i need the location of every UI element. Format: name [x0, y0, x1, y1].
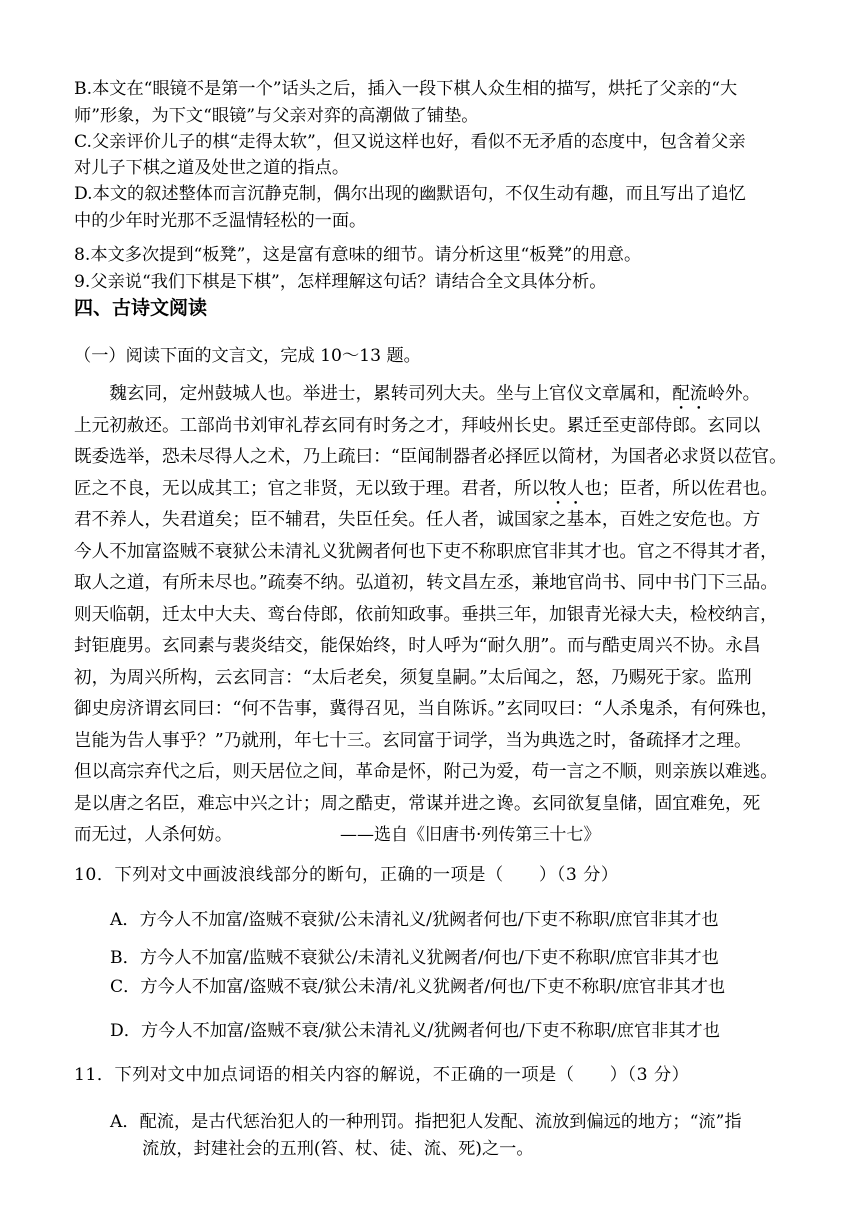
passage-line-13: 但以高宗弃代之后，则天居位之间，革命是怀，附己为爱，苟一言之不顺，则亲族以难逃。 [74, 762, 778, 782]
passage-line-10: 初，为周兴所构，云玄同言：“太后老矣，须复皇嗣。”太后闻之，怒，乃赐死于家。监刑 [74, 668, 752, 688]
passage-line-8: 则天临朝，迁太中大夫、鸾台侍郎，依前知政事。垂拱三年，加银青光禄大夫，检校纳言， [74, 605, 778, 625]
q10-option-b: B．方今人不加富/监贼不衰狱公/未清礼义犹阙者/何也/下吏不称职/庶官非其才也 [110, 948, 719, 968]
passage-line-2: 上元初赦还。工部尚书刘审礼荐玄同有时务之才，拜岐州长史。累迁至吏部侍郎。玄同以 [74, 416, 761, 436]
passage-text: 岭外。 [707, 384, 761, 404]
q10-stem: 10．下列对文中画波浪线部分的断句，正确的一项是（ ）（3 分） [74, 865, 619, 885]
dotted-term: 牧人 [549, 479, 585, 499]
passage-text: 匠之不良，无以成其工；官之非贤，无以致于理。君者，所以 [74, 479, 550, 499]
passage-line-14: 是以唐之名臣，难忘中兴之计；周之酷吏，常谋并进之谗。玄同欲复皇储，固宜难免，死 [74, 794, 761, 814]
q10-option-a: A．方今人不加富/盗贼不衰狱/公未清礼义/犹阙者何也/下吏不称职/庶官非其才也 [110, 910, 719, 930]
passage-line-6: 今人不加富盗贼不衰狱公未清礼义犹阙者何也下吏不称职庶官非其才也。官之不得其才者， [74, 542, 778, 562]
passage-line-9: 封钜鹿男。玄同素与裴炎结交，能保始终，时人呼为“耐久朋”。而与酷吏周兴不协。永昌 [74, 636, 761, 656]
passage-line-3: 既委选举，恐未尽得人之术，乃上疏曰：“臣闻制器者必择匠以简材，为国者必求贤以莅官。 [74, 447, 787, 467]
q11-option-a-line2: 流放，封建社会的五刑(笞、杖、徒、流、死)之一。 [142, 1139, 534, 1159]
subsection-intro: （一）阅读下面的文言文，完成 10～13 题。 [74, 346, 421, 366]
q7-option-c-line2: 对儿子下棋之道及处世之道的指点。 [74, 158, 350, 178]
q7-option-b-line1: B.本文在“眼镜不是第一个”话头之后，插入一段下棋人众生相的描写，烘托了父亲的“大 [74, 79, 738, 99]
question-9: 9.父亲说“我们下棋是下棋”，怎样理解这句话？请结合全文具体分析。 [74, 272, 607, 292]
dotted-term: 配流 [672, 384, 708, 404]
q11-option-a-line1: A．配流，是古代惩治犯人的一种刑罚。指把犯人发配、流放到偏远的地方；“流”指 [110, 1112, 742, 1132]
q10-option-d: D．方今人不加富/盗贼不衰/狱公未清礼义/犹阙者何也/下吏不称职/庶官非其才也 [110, 1021, 720, 1041]
section-title: 四、古诗文阅读 [74, 297, 208, 319]
q7-option-d-line1: D.本文的叙述整体而言沉静克制，偶尔出现的幽默语句，不仅生动有趣，而且写出了追忆 [74, 184, 746, 204]
q7-option-c-line1: C.父亲评价儿子的棋“走得太软”，但又说这样也好，看似不无矛盾的态度中，包含着父亲 [74, 132, 746, 152]
q11-stem: 11．下列对文中加点词语的相关内容的解说，不正确的一项是（ ）（3 分） [74, 1065, 690, 1085]
passage-line-11: 御史房济谓玄同曰：“何不告事，冀得召见，当自陈诉。”玄同叹曰：“人杀鬼杀，有何殊也， [74, 699, 779, 719]
passage-line-7: 取人之道，有所未尽也。”疏奏不纳。弘道初，转文昌左丞，兼地官尚书、同中书门下三品。 [74, 573, 778, 593]
passage-text: 也；臣者，所以佐君也。 [584, 479, 778, 499]
passage-line-15: 而无过，人杀何妨。 [74, 825, 233, 845]
question-8: 8.本文多次提到“板凳”，这是富有意味的细节。请分析这里“板凳”的用意。 [74, 245, 642, 265]
passage-source: ——选自《旧唐书·列传第三十七》 [340, 825, 601, 845]
q7-option-b-line2: 师”形象，为下文“眼镜”与父亲对弈的高潮做了铺垫。 [74, 106, 479, 126]
passage-line-12: 岂能为告人事乎？”乃就刑，年七十三。玄同富于词学，当为典选之时，备疏择才之理。 [74, 731, 752, 751]
passage-line-1 [74, 383, 760, 414]
passage-line-4 [74, 478, 778, 509]
q10-option-c: C．方今人不加富/盗贼不衰/狱公未清/礼义犹阙者/何也/下吏不称职/庶官非其才也 [110, 977, 726, 997]
q7-option-d-line2: 中的少年时光那不乏温情轻松的一面。 [74, 211, 367, 231]
passage-line-5: 君不养人，失君道矣；臣不辅君，失臣任矣。任人者，诚国家之基本，百姓之安危也。方 [74, 510, 761, 530]
passage-text: 魏玄同，定州鼓城人也。举进士，累转司列大夫。坐与上官仪文章属和， [74, 384, 673, 404]
